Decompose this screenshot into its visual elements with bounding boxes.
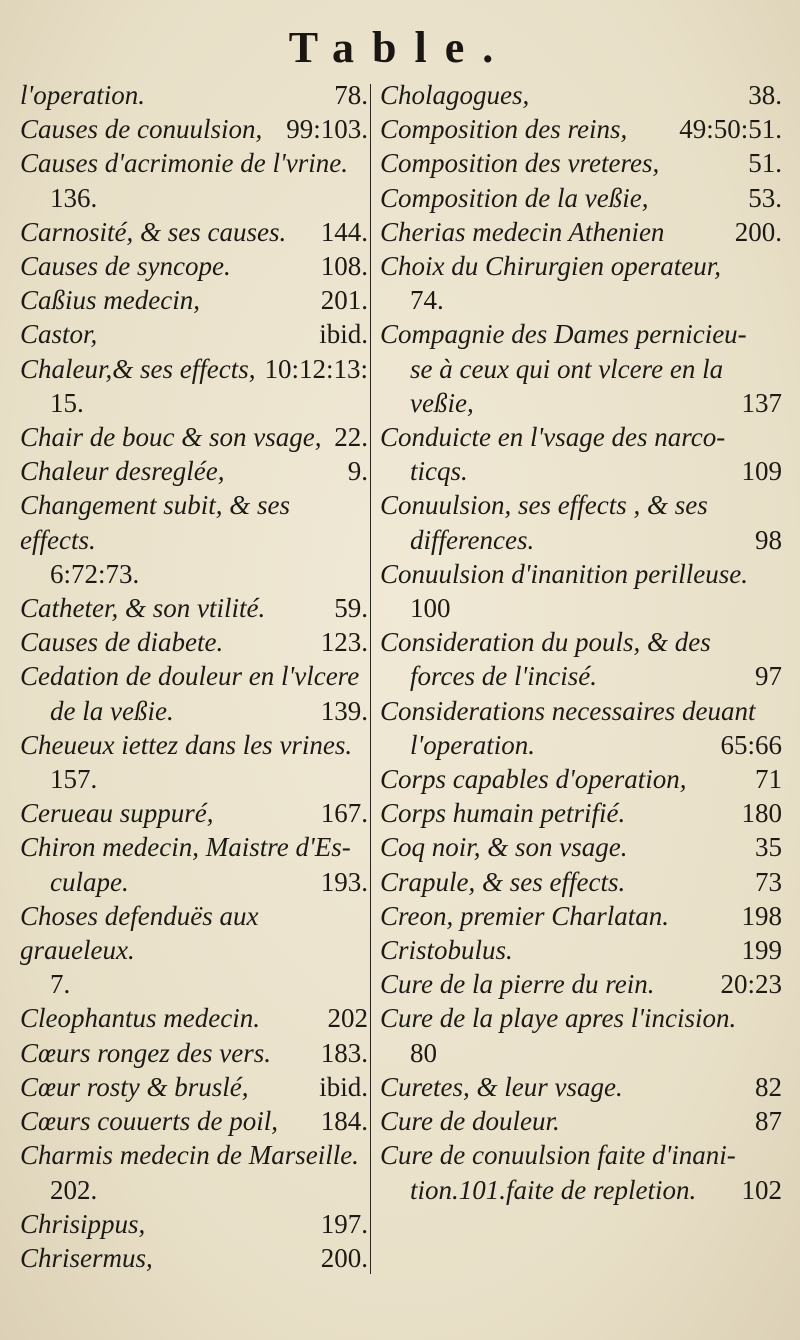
- index-entry: [380, 967, 782, 1001]
- index-entry: [20, 1207, 368, 1241]
- entry-page: 202: [327, 1003, 368, 1034]
- entry-text: forces de l'incisé.: [410, 661, 597, 692]
- entry-text: Consideration du pouls, & des: [380, 627, 711, 658]
- page-title: Table.: [288, 23, 512, 72]
- index-entry: [20, 454, 368, 488]
- entry-text: Catheter, & son vtilité.: [20, 593, 266, 624]
- entry-text: Cleophantus medecin.: [20, 1003, 260, 1034]
- index-entry: [20, 420, 368, 454]
- entry-text: Causes d'acrimonie de l'vrine.: [20, 148, 348, 179]
- entry-page: 193.: [320, 866, 368, 897]
- entry-text: Conuulsion, ses effects , & ses: [380, 490, 708, 521]
- index-entry: [20, 967, 368, 1001]
- index-entry: [380, 557, 782, 591]
- index-entry: [20, 1241, 368, 1275]
- index-entry: [380, 1173, 782, 1207]
- index-entry: [20, 557, 368, 591]
- index-entry: [380, 317, 782, 351]
- entry-page: 109: [741, 456, 782, 487]
- index-entry: [20, 694, 368, 728]
- entry-text: de la veßie.: [50, 695, 174, 726]
- index-entry: [380, 386, 782, 420]
- entry-page: 157.: [50, 764, 98, 795]
- index-entry: [380, 899, 782, 933]
- index-entry: [380, 352, 782, 386]
- entry-page: 49:50:51.: [679, 114, 782, 145]
- entry-page: 197.: [320, 1208, 368, 1239]
- index-entry: [380, 249, 782, 283]
- entry-page: 199: [741, 935, 782, 966]
- index-entry: [20, 249, 368, 283]
- entry-page: 20:23: [720, 969, 782, 1000]
- entry-page: 99:103.: [286, 114, 368, 145]
- entry-page: 73: [755, 866, 782, 897]
- entry-page: 53.: [748, 182, 782, 213]
- index-entry: [20, 865, 368, 899]
- entry-page: 180: [741, 798, 782, 829]
- entry-text: Crapule, & ses effects.: [380, 866, 626, 897]
- entry-text: Cerueau suppuré,: [20, 798, 214, 829]
- index-entry: [20, 796, 368, 830]
- entry-text: Cure de douleur.: [380, 1106, 560, 1137]
- entry-text: Composition de la veßie,: [380, 182, 649, 213]
- index-entry: [380, 933, 782, 967]
- index-entry: [20, 659, 368, 693]
- entry-text: Causes de diabete.: [20, 627, 224, 658]
- entry-text: Compagnie des Dames pernicieu-: [380, 319, 747, 350]
- index-entry: [380, 659, 782, 693]
- entry-text: Choses defenduës aux graueleux.: [20, 900, 259, 966]
- entry-text: Composition des vreteres,: [380, 148, 660, 179]
- index-entry: [20, 215, 368, 249]
- entry-text: Cure de la pierre du rein.: [380, 969, 655, 1000]
- index-entry: [380, 1001, 782, 1035]
- entry-page: 102: [741, 1174, 782, 1205]
- entry-text: Corps humain petrifié.: [380, 798, 626, 829]
- entry-text: Cedation de douleur en l'vlcere: [20, 661, 360, 692]
- index-entry: [380, 762, 782, 796]
- index-entry: [20, 762, 368, 796]
- index-entry: [380, 420, 782, 454]
- entry-text: Changement subit, & ses effects.: [20, 490, 290, 555]
- entry-page: 123.: [320, 627, 368, 658]
- entry-page: 7.: [50, 969, 71, 1000]
- index-entry: [20, 899, 368, 967]
- index-entry: [380, 283, 782, 317]
- index-entry: [20, 1001, 368, 1035]
- index-entry: [380, 523, 782, 557]
- entry-page: 82: [755, 1071, 782, 1102]
- entry-text: Cherias medecin Athenien: [380, 216, 665, 247]
- entry-page: 10:12:13:: [264, 353, 368, 384]
- index-entry: [20, 1070, 368, 1104]
- index-entry: [380, 146, 782, 180]
- entry-text: Causes de syncope.: [20, 251, 231, 282]
- index-entry: [380, 1138, 782, 1172]
- index-entry: [380, 865, 782, 899]
- entry-page: 200.: [734, 216, 782, 247]
- index-entry: [20, 625, 368, 659]
- entry-text: Coq noir, & son vsage.: [380, 832, 628, 863]
- entry-page: 65:66: [720, 729, 782, 760]
- entry-text: Considerations necessaires deuant: [380, 695, 756, 726]
- index-entry: [380, 1036, 782, 1070]
- entry-page: 108.: [320, 251, 368, 282]
- entry-page: 202.: [50, 1174, 98, 1205]
- index-entry: [380, 112, 782, 146]
- entry-text: veßie,: [410, 387, 474, 418]
- entry-page: 136.: [50, 182, 98, 213]
- entry-text: tion.101.faite de repletion.: [410, 1174, 697, 1205]
- index-entry: [380, 215, 782, 249]
- index-entry: [20, 830, 368, 864]
- entry-page: 78.: [334, 80, 368, 110]
- index-entry: [20, 728, 368, 762]
- index-entry: [380, 625, 782, 659]
- entry-text: Causes de conuulsion,: [20, 114, 263, 145]
- entry-text: Cristobulus.: [380, 935, 513, 966]
- entry-page: 139.: [320, 695, 368, 726]
- entry-text: l'operation.: [410, 729, 536, 760]
- index-entry: [380, 78, 782, 112]
- entry-page: 98: [755, 524, 782, 555]
- index-entry: [20, 317, 368, 351]
- entry-page: 137: [741, 387, 782, 418]
- entry-page: 97: [755, 661, 782, 692]
- entry-text: Cure de la playe apres l'incision.: [380, 1003, 737, 1034]
- index-entry: [20, 386, 368, 420]
- index-entry: [20, 591, 368, 625]
- index-entry: [380, 454, 782, 488]
- index-entry: [20, 112, 368, 146]
- entry-text: Chiron medecin, Maistre d'Es-: [20, 832, 351, 863]
- entry-page: ibid.: [319, 1071, 368, 1102]
- entry-page: 71: [755, 764, 782, 795]
- entry-text: Charmis medecin de Marseille.: [20, 1140, 359, 1171]
- index-entry: [380, 830, 782, 864]
- entry-text: Choix du Chirurgien operateur,: [380, 251, 721, 282]
- entry-page: 9.: [347, 456, 368, 487]
- index-entry: [380, 796, 782, 830]
- entry-text: Cœurs couuerts de poil,: [20, 1106, 279, 1137]
- index-entry: [380, 591, 782, 625]
- entry-text: Cure de conuulsion faite d'inani-: [380, 1140, 736, 1171]
- entry-text: Cœur rosty & bruslé,: [20, 1071, 249, 1102]
- index-entry: [380, 1070, 782, 1104]
- index-entry: [20, 1036, 368, 1070]
- entry-text: se à ceux qui ont vlcere en la: [410, 353, 724, 384]
- entry-text: Curetes, & leur vsage.: [380, 1071, 623, 1102]
- entry-page: 35: [755, 832, 782, 863]
- entry-text: Castor,: [20, 319, 98, 350]
- entry-page: 59.: [334, 593, 368, 624]
- entry-page: 100: [410, 593, 451, 624]
- index-entry: [380, 1104, 782, 1138]
- entry-page: 74.: [410, 285, 444, 316]
- entry-text: Conuulsion d'inanition perilleuse.: [380, 558, 749, 589]
- entry-page: 144.: [320, 216, 368, 247]
- index-entry: [20, 283, 368, 317]
- entry-text: l'operation.: [20, 80, 146, 110]
- entry-text: Chair de bouc & son vsage,: [20, 422, 322, 453]
- entry-text: Conduicte en l'vsage des narco-: [380, 422, 726, 453]
- index-entry: [380, 488, 782, 522]
- entry-page: 198: [741, 900, 782, 931]
- entry-text: Cheueux iettez dans les vrines.: [20, 729, 353, 760]
- entry-text: Corps capables d'operation,: [380, 764, 687, 795]
- index-column-right: [380, 78, 782, 1207]
- index-entry: [20, 1173, 368, 1207]
- entry-page: 167.: [320, 798, 368, 829]
- entry-page: 183.: [320, 1037, 368, 1068]
- column-divider: [370, 84, 371, 1274]
- entry-page: 51.: [748, 148, 782, 179]
- index-entry: [20, 78, 368, 112]
- entry-text: ticqs.: [410, 456, 468, 487]
- entry-text: Creon, premier Charlatan.: [380, 900, 669, 931]
- index-entry: [20, 1138, 368, 1172]
- entry-page: 201.: [320, 285, 368, 316]
- entry-text: Chrisermus,: [20, 1242, 153, 1273]
- index-entry: [380, 728, 782, 762]
- entry-page: 38.: [748, 80, 782, 110]
- entry-text: Carnosité, & ses causes.: [20, 216, 287, 247]
- entry-page: ibid.: [319, 319, 368, 350]
- entry-page: 200.: [320, 1242, 368, 1273]
- index-column-left: [20, 78, 368, 1275]
- index-entry: [20, 1104, 368, 1138]
- index-entry: [20, 181, 368, 215]
- index-entry: [20, 488, 368, 556]
- entry-text: differences.: [410, 524, 535, 555]
- entry-text: Cœurs rongez des vers.: [20, 1037, 272, 1068]
- entry-page: 15.: [50, 387, 84, 418]
- index-entry: [380, 181, 782, 215]
- entry-page: 184.: [320, 1106, 368, 1137]
- entry-page: 87: [755, 1106, 782, 1137]
- entry-text: Cholagogues,: [380, 80, 530, 110]
- entry-page: 80: [410, 1037, 437, 1068]
- entry-text: Caßius medecin,: [20, 285, 200, 316]
- entry-text: Chaleur,& ses effects,: [20, 353, 256, 384]
- index-entry: [20, 146, 368, 180]
- entry-text: culape.: [50, 866, 129, 897]
- entry-text: Chaleur desreglée,: [20, 456, 225, 487]
- index-entry: [20, 352, 368, 386]
- entry-page: 22.: [334, 422, 368, 453]
- entry-text: Composition des reins,: [380, 114, 628, 145]
- index-entry: [380, 694, 782, 728]
- entry-page: 6:72:73.: [50, 558, 140, 589]
- entry-text: Chrisippus,: [20, 1208, 146, 1239]
